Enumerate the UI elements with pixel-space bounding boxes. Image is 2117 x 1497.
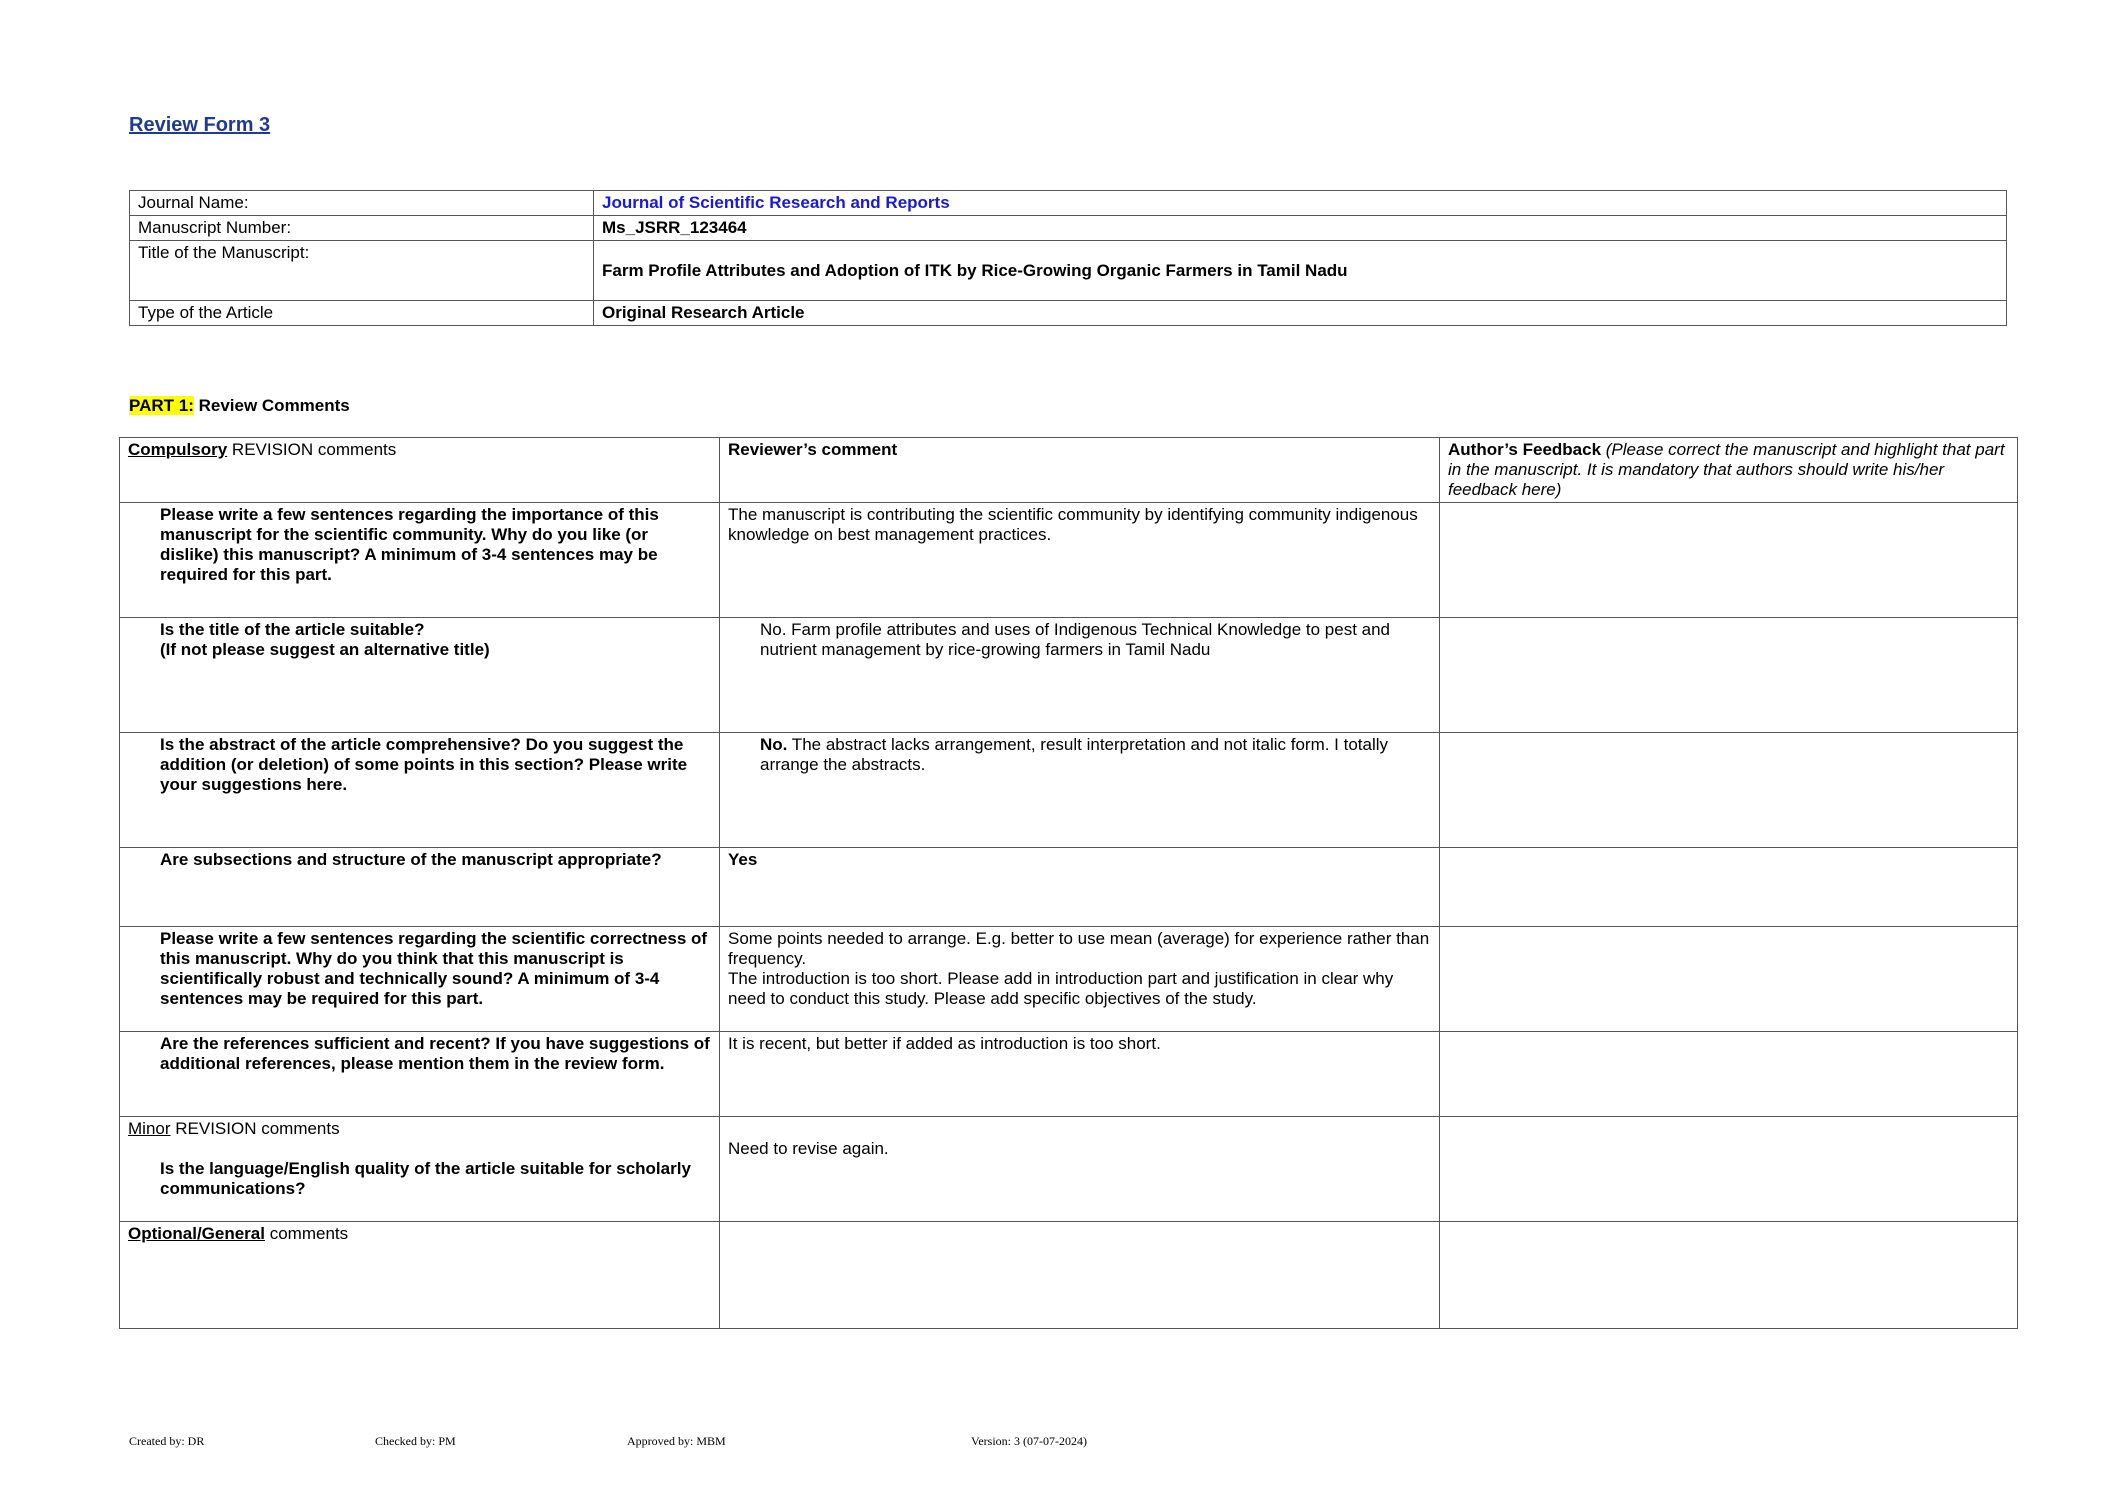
header-compulsory-rest: REVISION comments xyxy=(227,440,397,459)
question-cell xyxy=(120,848,720,927)
comment-abstract-bold: No. xyxy=(760,735,788,754)
question-language: Is the language/English quality of the article suitable for scholarly communications? xyxy=(160,1159,691,1198)
question-references: Are the references sufficient and recent? If you have suggestions of additional references, please mention them in the review form. xyxy=(160,1034,710,1073)
footer-version: Version: 3 (07-07-2024) xyxy=(971,1434,1087,1448)
manuscript-info-table xyxy=(129,190,2007,326)
table-row xyxy=(120,848,2018,927)
author-feedback-cell[interactable] xyxy=(1440,927,2018,1032)
table-row xyxy=(120,1032,2018,1117)
header-compulsory-underlined: Compulsory xyxy=(128,440,228,459)
header-reviewer-comment: Reviewer’s comment xyxy=(720,438,1440,503)
reviewer-comment-cell: It is recent, but better if added as introduction is too short. xyxy=(720,1032,1440,1117)
footer-created: Created by: DR xyxy=(129,1434,205,1448)
minor-revision-row xyxy=(120,1117,2018,1222)
footer-checked: Checked by: PM xyxy=(375,1434,456,1448)
review-comments-table xyxy=(119,437,2018,1329)
reviewer-comment-cell: Yes xyxy=(720,848,1440,927)
part-title: Review Comments xyxy=(198,396,350,415)
comment-abstract-text: The abstract lacks arrangement, result interpretation and not italic form. I totally arrange the abstracts. xyxy=(760,735,1389,774)
optional-label-underlined: Optional/General xyxy=(128,1224,265,1243)
minor-revision-label xyxy=(128,1119,711,1139)
article-type-value: Original Research Article xyxy=(594,301,2007,326)
question-cell xyxy=(120,618,720,733)
header-author-feedback xyxy=(1440,438,2018,503)
reviewer-comment-cell: The manuscript is contributing the scientific community by identifying community indigenous knowledge on best management practices. xyxy=(720,503,1440,618)
manuscript-number-row xyxy=(130,216,2007,241)
author-feedback-cell[interactable] xyxy=(1440,618,2018,733)
author-feedback-cell[interactable] xyxy=(1440,503,2018,618)
optional-label-rest: comments xyxy=(264,1224,349,1243)
comment-abstract xyxy=(728,735,1431,775)
part-heading xyxy=(129,396,350,416)
question-title-alternative: (If not please suggest an alternative title) xyxy=(160,640,490,659)
question-cell xyxy=(120,1222,720,1329)
journal-label: Journal Name: xyxy=(130,191,594,216)
author-feedback-cell[interactable] xyxy=(1440,1032,2018,1117)
author-feedback-cell[interactable] xyxy=(1440,1117,2018,1222)
manuscript-number-label: Manuscript Number: xyxy=(130,216,594,241)
question-abstract: Is the abstract of the article comprehensive? Do you suggest the addition (or deletion) of some points in this section? Please write your suggestions here. xyxy=(160,735,688,794)
author-feedback-cell[interactable] xyxy=(1440,733,2018,848)
header-author-feedback-italic: (Please correct the manuscript and highlight that part in the manuscript. It is mandatory that authors should write his/her feedback here) xyxy=(1448,440,2005,499)
reviewer-comment-cell xyxy=(720,1117,1440,1222)
page-title: Review Form 3 xyxy=(129,114,271,136)
question-cell xyxy=(120,733,720,848)
table-row xyxy=(120,503,2018,618)
reviewer-comment-cell xyxy=(720,618,1440,733)
manuscript-title-value: Farm Profile Attributes and Adoption of ITK by Rice-Growing Organic Farmers in Tamil Nadu xyxy=(594,241,2007,301)
footer-approved: Approved by: MBM xyxy=(627,1434,726,1448)
minor-label-rest: REVISION comments xyxy=(170,1119,340,1138)
manuscript-title-row xyxy=(130,241,2007,301)
comment-scientific-line1: Some points needed to arrange. E.g. better to use mean (average) for experience rather than frequency. xyxy=(728,929,1430,968)
reviewer-comment-cell xyxy=(720,1222,1440,1329)
comment-language: Need to revise again. xyxy=(728,1139,889,1158)
author-feedback-cell[interactable] xyxy=(1440,848,2018,927)
journal-value: Journal of Scientific Research and Reports xyxy=(594,191,2007,216)
question-scientific-correctness: Please write a few sentences regarding the scientific correctness of this manuscript. Why do you think that this manuscript is scientifically robust and technically sound? A minimum of 3-4 sentences may be required for this part. xyxy=(160,929,708,1008)
question-importance: Please write a few sentences regarding the importance of this manuscript for the scientific community. Why do you like (or dislike) this manuscript? A minimum of 3-4 sentences may be required for this part. xyxy=(160,505,659,584)
reviewer-comment-cell xyxy=(720,927,1440,1032)
header-author-feedback-bold: Author’s Feedback xyxy=(1448,440,1602,459)
question-subsections: Are subsections and structure of the manuscript appropriate? xyxy=(160,850,662,869)
author-feedback-cell[interactable] xyxy=(1440,1222,2018,1329)
comment-title: No. Farm profile attributes and uses of Indigenous Technical Knowledge to pest and nutrient management by rice-growing farmers in Tamil Nadu xyxy=(760,620,1391,659)
journal-row xyxy=(130,191,2007,216)
comment-scientific-line2: The introduction is too short. Please add in introduction part and justification in clear why need to conduct this study. Please add specific objectives of the study. xyxy=(728,969,1394,1008)
part-tag: PART 1: xyxy=(129,396,194,415)
table-row xyxy=(120,618,2018,733)
table-row xyxy=(120,927,2018,1032)
header-compulsory xyxy=(120,438,720,503)
reviewer-comment-cell xyxy=(720,733,1440,848)
table-row xyxy=(120,733,2018,848)
question-cell xyxy=(120,927,720,1032)
article-type-row xyxy=(130,301,2007,326)
question-title-suitable: Is the title of the article suitable? xyxy=(160,620,425,639)
question-cell xyxy=(120,503,720,618)
question-cell xyxy=(120,1117,720,1222)
optional-comments-row xyxy=(120,1222,2018,1329)
question-cell xyxy=(120,1032,720,1117)
manuscript-number-value: Ms_JSRR_123464 xyxy=(594,216,2007,241)
manuscript-title-label: Title of the Manuscript: xyxy=(130,241,594,301)
minor-label-underlined: Minor xyxy=(128,1119,171,1138)
article-type-label: Type of the Article xyxy=(130,301,594,326)
table-header-row xyxy=(120,438,2018,503)
